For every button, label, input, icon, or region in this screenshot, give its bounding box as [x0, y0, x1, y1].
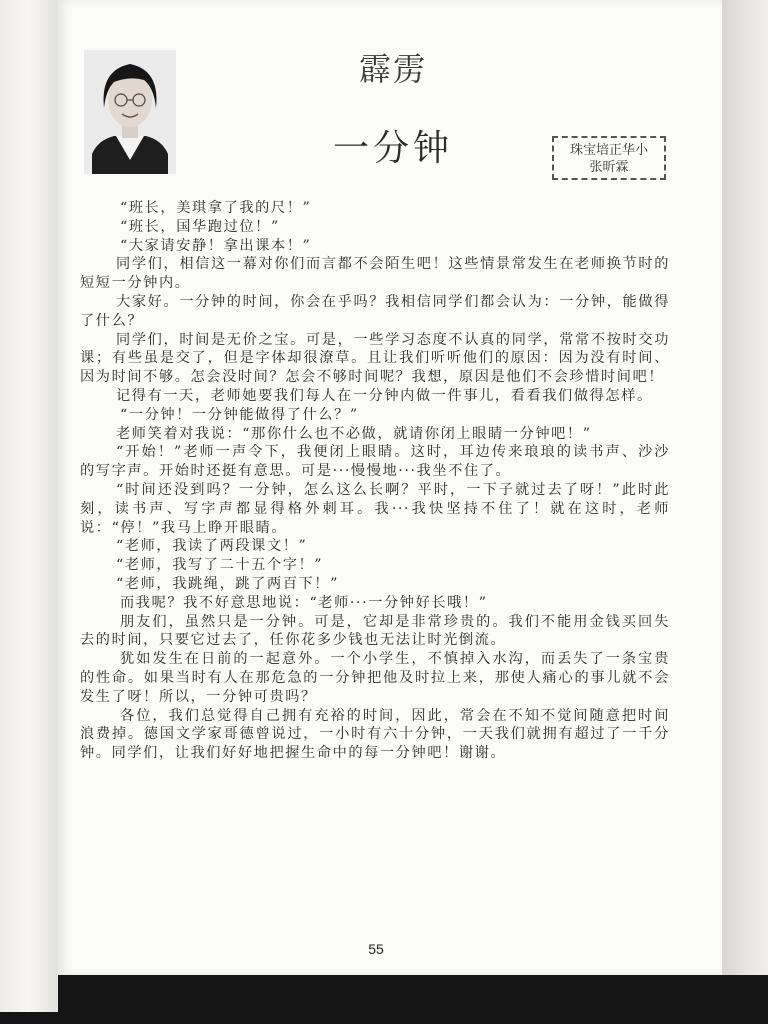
paragraph-15: 而我呢？我不好意思地说：“老师···一分钟好长哦！”	[120, 594, 488, 611]
author-name: 张昕霖	[589, 160, 629, 175]
paragraph-9: 老师笑着对我说：“那你什么也不必做，就请你闭上眼睛一分钟吧！”	[116, 425, 592, 442]
article-body	[80, 199, 670, 763]
paragraph-10: “开始！”老师一声令下，我便闭上眼睛。这时，耳边传来琅琅的读书声、沙沙的写字声。开始时还挺有意思。可是···慢慢地···我坐不住了。	[80, 444, 670, 480]
paragraph-1: “班长，美琪拿了我的尺！”	[120, 200, 312, 216]
title-line-2: 一分钟	[332, 128, 453, 169]
paragraph-2: “班长，国华跑过位！”	[120, 218, 280, 235]
page-number: 55	[368, 941, 384, 957]
paragraph-3: “大家请安静！拿出课本！”	[120, 237, 312, 254]
author-box	[552, 136, 666, 180]
student-portrait-icon	[84, 50, 176, 174]
paragraph-6: 同学们，时间是无价之宝。可是，一些学习态度不认真的同学，常常不按时交功课；有些虽是交了，但是字体却很潦草。且让我们听听他们的原因：因为没有时间、因为时间不够。怎会没时间？怎会不够时间呢？我想，原因是他们不会珍惜时间吧！	[80, 331, 670, 386]
paragraph-14: “老师，我跳绳，跳了两百下！”	[116, 575, 339, 592]
paragraph-17: 犹如发生在日前的一起意外。一个小学生，不慎掉入水沟，而丢失了一条宝贵的性命。如果当时有人在那危急的一分钟把他及时拉上来，那使人痛心的事儿就不会发生了呀！所以，一分钟可贵吗？	[80, 651, 670, 705]
paragraph-13: “老师，我写了二十五个字！”	[116, 557, 324, 574]
paragraph-7: 记得有一天，老师她要我们每人在一分钟内做一件事儿，看看我们做得怎样。	[116, 387, 653, 404]
paragraph-8: “一分钟！一分钟能做得了什么？”	[120, 406, 359, 423]
left-page-edge	[0, 0, 58, 1012]
paragraph-18: 各位，我们总觉得自己拥有充裕的时间，因此，常会在不知不觉间随意把时间浪费掉。德国文学家哥德曾说过，一小时有六十分钟，一天我们就拥有超过了一千分钟。同学们，让我们好好地把握生命中的每一分钟吧！谢谢。	[80, 707, 670, 762]
paragraph-11: “时间还没到吗？一分钟，怎么这么长啊？平时，一下子就过去了呀！”此时此刻，读书声、写字声都显得格外刺耳。我···我快坚持不住了！就在这时，老师说：“停！”我马上睁开眼睛。	[80, 481, 670, 536]
scan-background	[722, 0, 768, 1024]
author-school: 珠宝培正华小	[569, 143, 648, 158]
book-page	[58, 0, 722, 975]
scan-bottom-edge	[0, 975, 768, 1024]
paragraph-16: 朋友们，虽然只是一分钟。可是，它却是非常珍贵的。我们不能用金钱买回失去的时间，只要它过去了，任你花多少钱也无法让时光倒流。	[80, 613, 670, 649]
paragraph-5: 大家好。一分钟的时间，你会在乎吗？我相信同学们都会认为：一分钟，能做得了什么？	[80, 293, 670, 329]
paragraph-12: “老师，我读了两段课文！”	[116, 538, 308, 555]
paragraph-4: 同学们，相信这一幕对你们而言都不会陌生吧！这些情景常发生在老师换节时的短短一分钟内。	[80, 256, 670, 292]
title-line-1: 霹雳	[358, 50, 427, 88]
author-photo	[84, 50, 176, 174]
